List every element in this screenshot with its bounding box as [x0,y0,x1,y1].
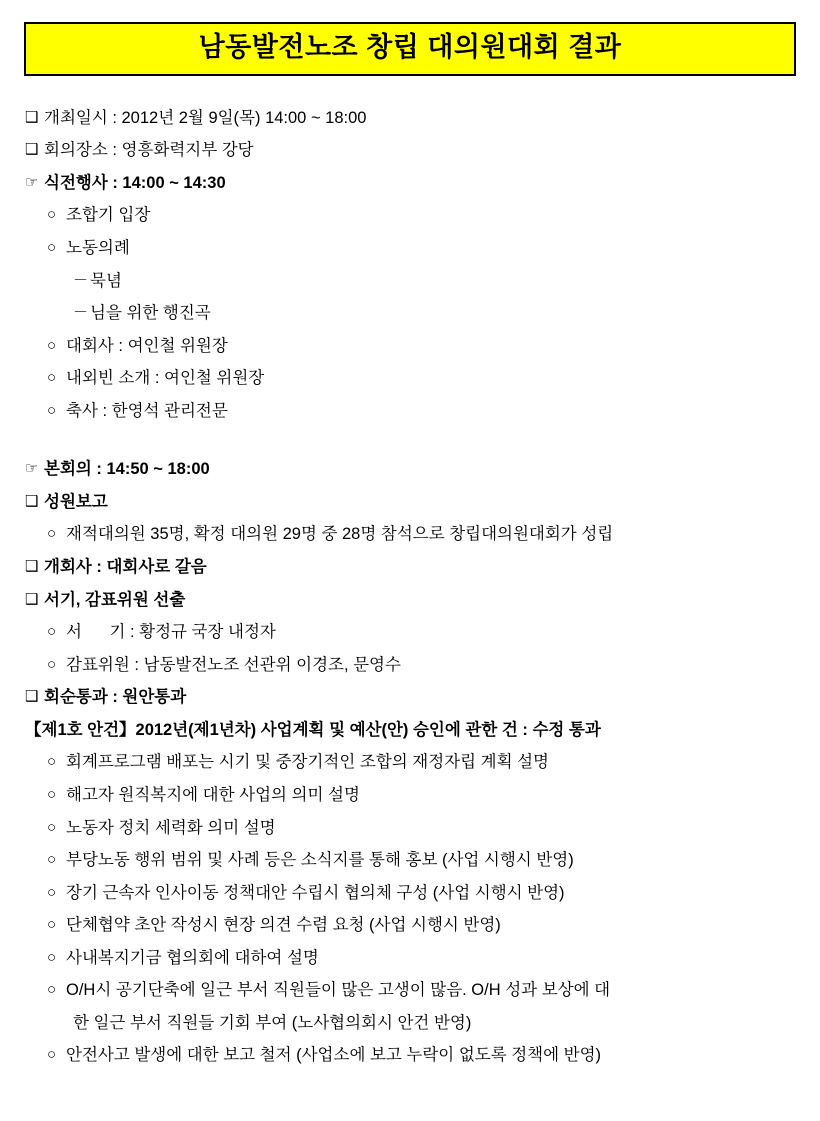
list-item [47,1043,798,1069]
list-item [47,236,798,262]
dash-bullet-icon: － [73,271,89,289]
list-item-text: 노동의례 [66,238,130,257]
list-item-text: 한 일근 부서 직원들 기회 부여 (노사협의회시 안건 반영) [73,1013,472,1032]
list-item-text: 묵념 [90,271,122,290]
list-item [25,555,798,581]
list-item-text: 노동자 정치 세력화 의미 설명 [66,818,276,837]
circle-bullet-icon: ○ [47,916,57,934]
list-item [47,366,798,392]
circle-bullet-icon: ○ [47,948,57,966]
list-item-text: O/H시 공기단축에 일근 부서 직원들이 많은 고생이 많음. O/H 성과 보상에 대 [66,981,611,1000]
list-item [47,399,798,425]
list-item-text: 회순통과 : 원안통과 [44,688,187,707]
list-item [47,203,798,229]
list-item-text: 회의장소 : 영흥화력지부 강당 [44,141,254,160]
list-item [25,685,798,711]
square-bullet-icon: ❑ [25,492,39,510]
list-item-text: 축사 : 한영석 관리전문 [66,401,228,420]
list-item-continuation [73,1011,798,1037]
circle-bullet-icon: ○ [47,1046,57,1064]
square-bullet-icon: ❑ [25,141,39,159]
circle-bullet-icon: ○ [47,336,57,354]
list-item [25,588,798,614]
list-item-text: 개최일시 : 2012년 2월 9일(목) 14:00 ~ 18:00 [44,108,367,127]
list-item [25,490,798,516]
list-item [47,750,798,776]
circle-bullet-icon: ○ [47,883,57,901]
list-item-text: 조합기 입장 [66,206,151,225]
agenda-heading [25,718,798,744]
list-item-text: 서 기 : 황정규 국장 내정자 [66,623,276,642]
list-item [47,522,798,548]
list-item-text: 대회사 : 여인철 위원장 [66,336,228,355]
square-bullet-icon: ❑ [25,688,39,706]
list-item-text: 장기 근속자 인사이동 정책대안 수립시 협의체 구성 (사업 시행시 반영) [66,883,565,902]
square-bullet-icon: ❑ [25,590,39,608]
list-item [47,881,798,907]
list-item-text: 내외빈 소개 : 여인철 위원장 [66,369,265,388]
list-item-text: 님을 위한 행진곡 [90,304,211,323]
pointing-hand-icon: ☞ [25,173,39,191]
list-item [47,946,798,972]
list-item [25,106,798,132]
circle-bullet-icon: ○ [47,369,57,387]
agenda-heading-text: 【제1호 안건】2012년(제1년차) 사업계획 및 예산(안) 승인에 관한 건 : 수정 통과 [25,720,601,739]
circle-bullet-icon: ○ [47,206,57,224]
list-item-text: 회계프로그램 배포는 시기 및 중장기적인 조합의 재정자립 계획 설명 [66,753,549,772]
list-item-text: 식전행사 : 14:00 ~ 14:30 [44,173,226,192]
list-item-text: 부당노동 행위 범위 및 사례 등은 소식지를 통해 홍보 (사업 시행시 반영) [66,851,574,870]
list-item [47,620,798,646]
list-item-text: 서기, 감표위원 선출 [44,590,186,609]
list-item-text: 해고자 원직복지에 대한 사업의 의미 설명 [66,785,360,804]
list-item [47,848,798,874]
document-title-banner [24,22,796,76]
list-item-text: 본회의 : 14:50 ~ 18:00 [44,460,210,479]
list-item-text: 감표위원 : 남동발전노조 선관위 이경조, 문영수 [66,655,401,674]
page-title: 남동발전노조 창립 대의원대회 결과 [198,32,622,62]
square-bullet-icon: ❑ [25,108,39,126]
list-item-text: 안전사고 발생에 대한 보고 철저 (사업소에 보고 누락이 없도록 정책에 반영) [66,1046,602,1065]
list-item-text: 재적대의원 35명, 확정 대의원 29명 중 28명 참석으로 창립대의원대회가 성립 [66,525,614,544]
list-item-text: 개회사 : 대회사로 갈음 [44,558,207,576]
list-item [25,171,798,197]
dash-bullet-icon: － [73,304,89,322]
list-item [47,334,798,360]
circle-bullet-icon: ○ [47,525,57,543]
list-item [47,816,798,842]
list-item-text: 성원보고 [44,492,108,511]
circle-bullet-icon: ○ [47,818,57,836]
circle-bullet-icon: ○ [47,655,57,673]
circle-bullet-icon: ○ [47,785,57,803]
list-item [47,783,798,809]
square-bullet-icon: ❑ [25,558,39,575]
list-item-text: 단체협약 초안 작성시 현장 의견 수렴 요청 (사업 시행시 반영) [66,916,501,935]
list-item [25,138,798,164]
pointing-hand-icon: ☞ [25,460,39,478]
circle-bullet-icon: ○ [47,981,57,999]
circle-bullet-icon: ○ [47,753,57,771]
circle-bullet-icon: ○ [47,401,57,419]
list-item [47,978,798,1004]
circle-bullet-icon: ○ [47,851,57,869]
list-item [47,653,798,679]
list-item [73,269,798,295]
document-body [22,106,798,1069]
list-item [73,301,798,327]
list-item [25,457,798,483]
list-item [47,913,798,939]
circle-bullet-icon: ○ [47,623,57,641]
section-spacer [25,431,798,457]
list-item-text: 사내복지기금 협의회에 대하여 설명 [66,948,319,967]
circle-bullet-icon: ○ [47,238,57,256]
